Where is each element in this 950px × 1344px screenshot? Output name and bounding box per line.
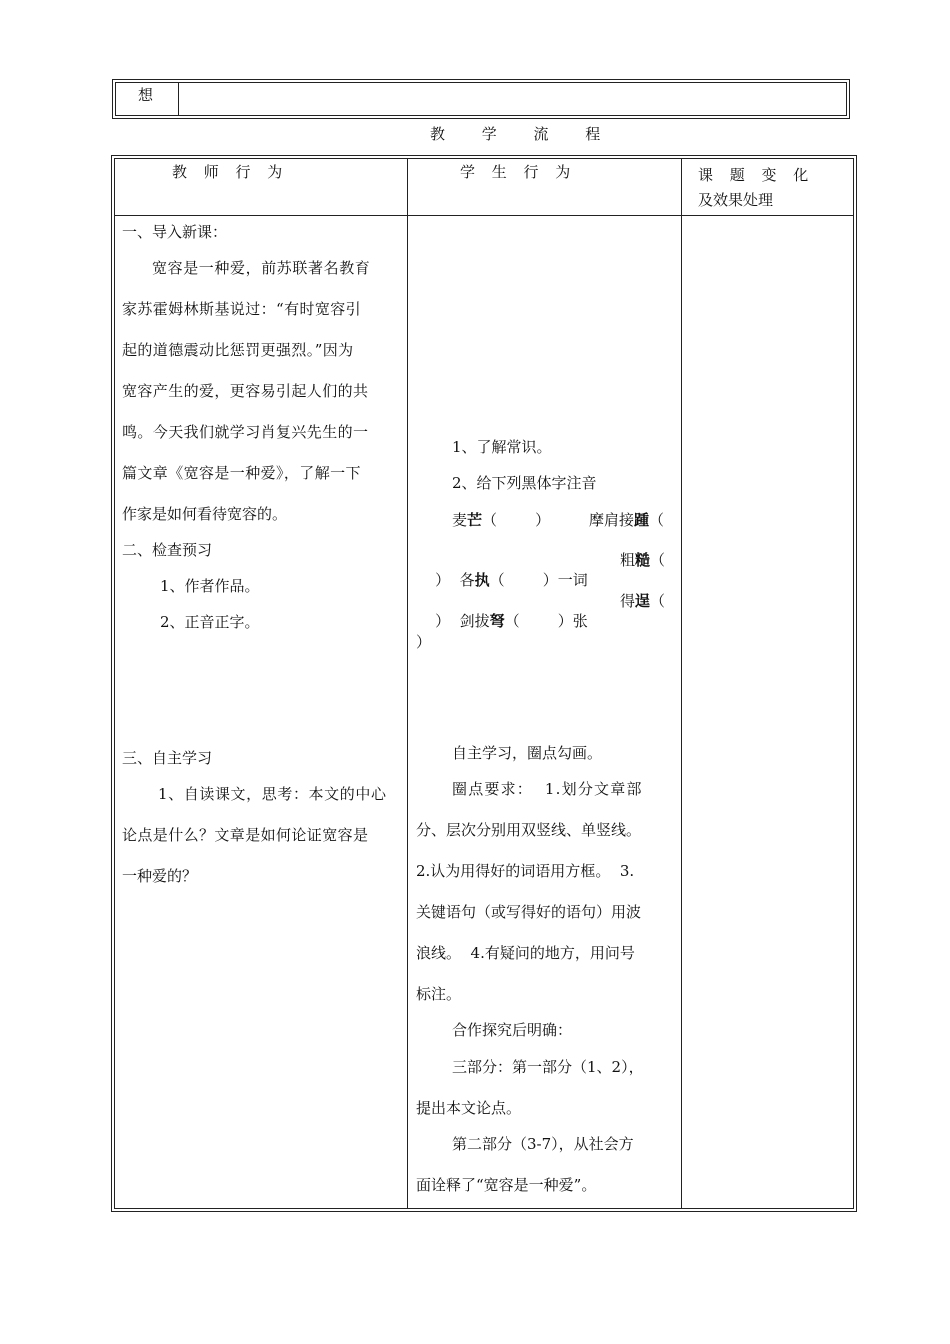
bold-char: 踵 xyxy=(634,511,650,529)
teacher-line: 宽容产生的爱，更容易引起人们的共 xyxy=(122,382,369,400)
top-table-label: 想 xyxy=(138,86,154,104)
student-line: 标注。 xyxy=(416,985,462,1003)
student-line: 1、了解常识。 xyxy=(452,438,552,456)
teacher-line: 篇文章《宽容是一种爱》，了解一下 xyxy=(122,464,361,482)
student-line: 关键语句（或写得好的语句）用波 xyxy=(416,903,642,921)
student-line: 面诠释了“宽容是一种爱”。 xyxy=(416,1176,597,1194)
bold-char: 糙 xyxy=(635,551,651,569)
student-line: 合作探究后明确： xyxy=(452,1021,573,1039)
teacher-line: 家苏霍姆林斯基说过：“有时宽容引 xyxy=(122,300,362,318)
section-title: 教 学 流 程 xyxy=(430,125,617,143)
teacher-line: 宽容是一种爱，前苏联著名教育 xyxy=(152,259,371,277)
header-teacher: 教 师 行 为 xyxy=(172,163,289,181)
pinyin-row: ） 剑拔弩（ ）张 xyxy=(435,612,588,630)
student-line: 自主学习，圈点勾画。 xyxy=(452,744,603,762)
pinyin-row-right: 粗糙（ xyxy=(620,551,666,569)
student-line: 分、层次分别用双竖线、单竖线。 xyxy=(416,821,642,839)
student-line: 2、给下列黑体字注音 xyxy=(452,474,597,492)
student-line: ） xyxy=(416,633,432,651)
student-line: 第二部分（3-7），从社会方 xyxy=(452,1135,634,1153)
teacher-line: 鸣。今天我们就学习肖复兴先生的一 xyxy=(122,423,369,441)
student-line: 浪线。 4.有疑问的地方，用问号 xyxy=(416,944,635,962)
student-line: 2.认为用得好的词语用方框。 3. xyxy=(416,862,635,880)
bold-char: 弩 xyxy=(489,612,505,630)
header-student: 学 生 行 为 xyxy=(460,163,577,181)
teacher-line: 1、作者作品。 xyxy=(160,577,260,595)
bold-char: 芒 xyxy=(467,511,483,529)
header-notes-line2: 及效果处理 xyxy=(698,191,774,209)
teacher-line: 1、自读课文，思考：本文的中心 xyxy=(158,785,387,803)
teacher-line: 论点是什么？文章是如何论证宽容是 xyxy=(122,826,369,844)
student-line: 三部分：第一部分（1、2）， xyxy=(452,1058,644,1076)
teacher-line: 起的道德震动比惩罚更强烈。”因为 xyxy=(122,341,354,359)
teacher-line: 作家是如何看待宽容的。 xyxy=(122,505,288,523)
teacher-line: 一、导入新课： xyxy=(122,223,228,241)
pinyin-row-right: 摩肩接踵（ xyxy=(589,511,665,529)
pinyin-row-right: 得逞（ xyxy=(620,592,666,610)
bold-char: 逞 xyxy=(635,592,651,610)
teacher-line: 二、检查预习 xyxy=(122,541,213,559)
pinyin-row: 麦芒（ ） xyxy=(452,511,551,529)
pinyin-row: ） 各执（ ）一词 xyxy=(435,571,588,589)
teacher-line: 三、自主学习 xyxy=(122,749,213,767)
student-line: 提出本文论点。 xyxy=(416,1099,522,1117)
header-notes-line1: 课 题 变 化 xyxy=(698,166,815,184)
teacher-line: 一种爱的？ xyxy=(122,867,198,885)
teacher-line: 2、正音正字。 xyxy=(160,613,260,631)
bold-char: 执 xyxy=(474,571,490,589)
student-line: 圈点要求： 1.划分文章部 xyxy=(452,780,643,798)
